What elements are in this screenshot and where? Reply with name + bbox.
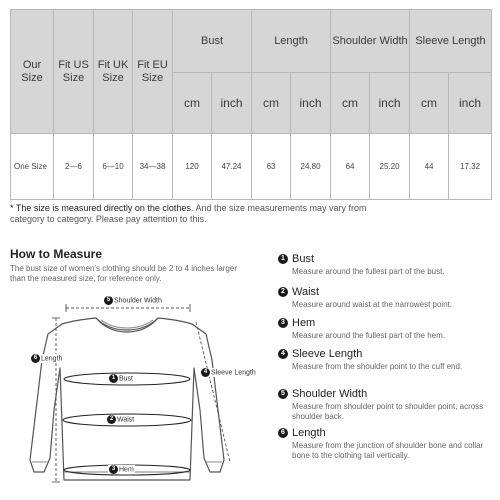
unit-cm: cm xyxy=(410,73,449,134)
diagram-label-shoulder-width: 5 Shoulder Width xyxy=(103,296,163,305)
cell-our-size: One Size xyxy=(11,134,54,200)
header-our-size: Our Size xyxy=(11,10,54,134)
cell-sleeve-cm: 44 xyxy=(410,134,449,200)
header-bust: Bust xyxy=(173,10,252,73)
legend-desc: Measure around the fullest part of the bust. xyxy=(292,267,445,276)
cell-fit-us: 2—6 xyxy=(54,134,94,200)
header-fit-uk: Fit UK Size xyxy=(94,10,133,134)
cell-sleeve-inch: 17.32 xyxy=(449,134,492,200)
cell-length-cm: 63 xyxy=(252,134,291,200)
legend-desc: Measure around waist at the narrowest point. xyxy=(292,300,453,309)
number-badge-icon: 3 xyxy=(278,318,288,328)
cell-bust-inch: 47.24 xyxy=(212,134,252,200)
legend-desc: Measure from shoulder point to shoulder point, across shoulder back. xyxy=(292,402,484,421)
diagram-label-bust: 1 Bust xyxy=(108,374,134,383)
how-to-measure-description: The bust size of women's clothing should be 2 to 4 inches larger than the measured size, for reference only. xyxy=(10,264,237,283)
legend-title: Length xyxy=(292,427,326,439)
legend-title: Waist xyxy=(292,286,320,298)
number-badge-icon: 4 xyxy=(278,349,288,359)
diagram-label-length: 6 Length xyxy=(30,354,63,363)
unit-inch: inch xyxy=(291,73,331,134)
number-badge-icon: 2 xyxy=(278,287,288,297)
legend-title: Shoulder Width xyxy=(292,388,368,400)
unit-inch: inch xyxy=(449,73,492,134)
note-rest: And the size measurements may vary from category to category. Please pay attention to this. xyxy=(10,203,367,224)
header-sleeve-length: Sleeve Length xyxy=(410,10,492,73)
legend-title: Bust xyxy=(292,253,315,265)
legend-title: Hem xyxy=(292,317,316,329)
cell-length-inch: 24.80 xyxy=(291,134,331,200)
legend-desc: Measure around the fullest part of the hem. xyxy=(292,331,445,340)
header-fit-us: Fit US Size xyxy=(54,10,94,134)
cell-shoulder-inch: 25.20 xyxy=(370,134,410,200)
table-row xyxy=(11,134,492,200)
unit-inch: inch xyxy=(212,73,252,134)
how-to-measure-title: How to Measure xyxy=(10,247,103,261)
cell-fit-eu: 34—38 xyxy=(133,134,173,200)
diagram-label-hem: 3 Hem xyxy=(108,465,135,474)
sweater-illustration xyxy=(0,290,270,500)
unit-cm: cm xyxy=(173,73,212,134)
size-note xyxy=(10,203,395,225)
cell-bust-cm: 120 xyxy=(173,134,212,200)
header-length: Length xyxy=(252,10,331,73)
unit-inch: inch xyxy=(370,73,410,134)
cell-fit-uk: 6—10 xyxy=(94,134,133,200)
sweater-diagram xyxy=(0,290,270,500)
cell-shoulder-cm: 64 xyxy=(331,134,370,200)
number-badge-icon: 6 xyxy=(278,428,288,438)
header-shoulder-width: Shoulder Width xyxy=(331,10,410,73)
legend-title: Sleeve Length xyxy=(292,348,363,360)
legend-desc: Measure from the shoulder point to the cuff end. xyxy=(292,362,463,371)
diagram-label-waist: 2 Waist xyxy=(106,415,135,424)
diagram-label-sleeve-length: 4 Sleeve Length xyxy=(200,368,257,377)
size-chart-table xyxy=(10,9,492,200)
legend-desc: Measure from the junction of shoulder bone and collar bone to the clothing tail vertically. xyxy=(292,441,484,460)
number-badge-icon: 1 xyxy=(278,254,288,264)
header-fit-eu: Fit EU Size xyxy=(133,10,173,134)
unit-cm: cm xyxy=(331,73,370,134)
unit-cm: cm xyxy=(252,73,291,134)
number-badge-icon: 5 xyxy=(278,389,288,399)
note-lead: * The size is measured directly on the clothes. xyxy=(10,203,194,213)
